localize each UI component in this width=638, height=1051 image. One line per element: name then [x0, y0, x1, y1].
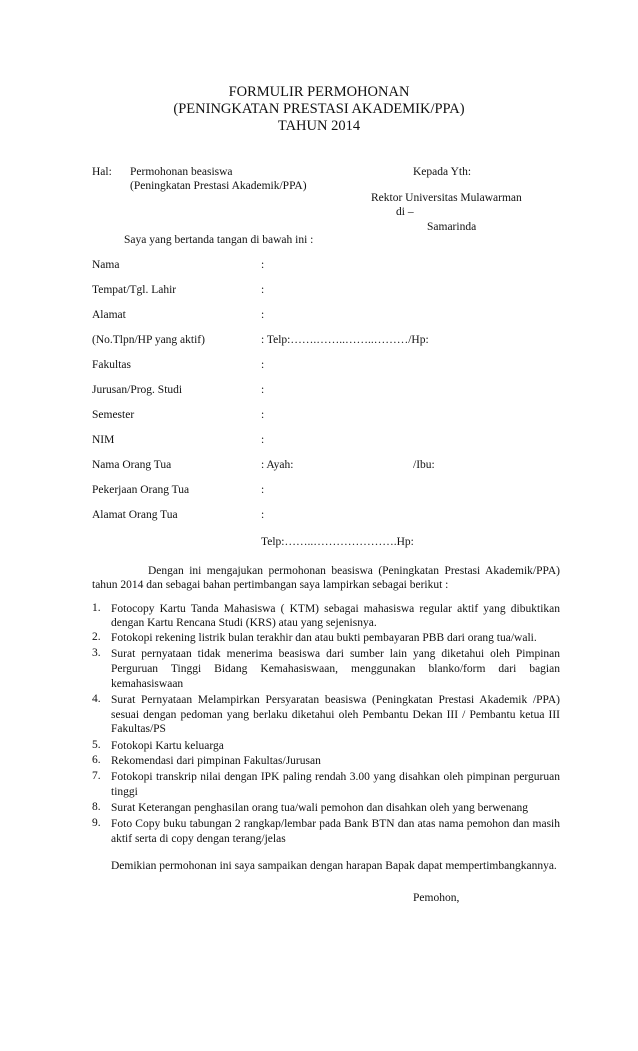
field-value-semester: :	[261, 409, 265, 421]
body-paragraph-line-2: tahun 2014 dan sebagai bahan pertimbangan saya lampirkan sebagai berikut :	[92, 579, 449, 591]
closing-statement: Demikian permohonan ini saya sampaikan dengan harapan Bapak dapat mempertimbangkannya.	[111, 860, 557, 872]
field-value-telp-ortu: Telp:……..………………….Hp:	[261, 536, 414, 548]
list-number: 5.	[92, 739, 101, 751]
body-paragraph-line-1: Dengan ini mengajukan permohonan beasiswa (Peningkatan Prestasi Akademik/PPA)	[148, 565, 560, 577]
field-label-nim: NIM	[92, 434, 115, 446]
list-item-1-line-2: dengan Kartu Rencana Studi (KRS) atau yang sejenisnya.	[111, 617, 377, 629]
list-item-5: Fotokopi Kartu keluarga	[111, 740, 224, 752]
hal-label: Hal:	[92, 166, 112, 178]
list-number: 7.	[92, 770, 101, 782]
title-line-1: FORMULIR PERMOHONAN	[228, 84, 410, 100]
field-label-nama: Nama	[92, 259, 120, 271]
field-value-alamat-ortu: :	[261, 509, 265, 521]
list-item-3-line-1: Surat pernyataan tidak menerima beasiswa dari sumber lain yang diketahui oleh Pimpinan	[111, 648, 560, 660]
field-label-jurusan: Jurusan/Prog. Studi	[92, 384, 183, 396]
list-item-3-line-3: kemahasiswaan	[111, 678, 184, 690]
list-item-6: Rekomendasi dari pimpinan Fakultas/Jurusan	[111, 755, 321, 767]
field-label-alamat-ortu: Alamat Orang Tua	[92, 509, 178, 521]
field-value-ttl: :	[261, 284, 265, 296]
title-line-3: TAHUN 2014	[277, 118, 361, 134]
field-label-pekerjaan: Pekerjaan Orang Tua	[92, 484, 190, 496]
list-number: 4.	[92, 693, 101, 705]
title-line-2: (PENINGKATAN PRESTASI AKADEMIK/PPA)	[173, 101, 465, 117]
list-item-4-line-1: Surat Pernyataan Melampirkan Persyaratan beasiswa (Peningkatan Prestasi Akademik /PPA)	[111, 694, 560, 706]
field-value-alamat: :	[261, 309, 265, 321]
hal-subject-detail: (Peningkatan Prestasi Akademik/PPA)	[130, 180, 307, 192]
list-item-1-line-1: Fotocopy Kartu Tanda Mahasiswa ( KTM) sebagai mahasiswa regular aktif yang dibuktikan	[111, 603, 560, 615]
list-item-7-line-2: tinggi	[111, 786, 138, 798]
field-value-pekerjaan: :	[261, 484, 265, 496]
list-item-9-line-1: Foto Copy buku tabungan 2 rangkap/lembar pada Bank BTN dan atas nama pemohon dan masih	[111, 818, 560, 830]
list-item-4-line-3: Fakultas/PS	[111, 723, 166, 735]
list-item-8: Surat Keterangan penghasilan orang tua/wali pemohon dan disahkan oleh yang berwenang	[111, 802, 529, 814]
signature-label: Pemohon,	[413, 892, 460, 904]
list-item-9-line-2: aktif serta di copy dengan terang/jelas	[111, 833, 286, 845]
list-item-7-line-1: Fotokopi transkrip nilai dengan IPK paling rendah 3.00 yang disahkan oleh pimpinan perguruan	[111, 771, 560, 783]
list-item-4-line-2: sesuai dengan pedoman yang berlaku diketahui oleh Pembantu Dekan III / Pembantu ketua III	[111, 709, 560, 721]
field-value-telp: : Telp:…….……..……..………/Hp:	[261, 334, 429, 346]
list-item-2: Fotokopi rekening listrik bulan terakhir dan atau bukti pembayaran PBB dari orang tua/wali.	[111, 632, 537, 644]
addressee-di: di –	[396, 206, 414, 218]
field-label-alamat: Alamat	[92, 309, 126, 321]
field-label-ttl: Tempat/Tgl. Lahir	[92, 284, 177, 296]
hal-subject: Permohonan beasiswa	[130, 166, 233, 178]
field-value-nim: :	[261, 434, 265, 446]
field-value-ayah: : Ayah:	[261, 459, 294, 471]
addressee-greeting: Kepada Yth:	[413, 166, 472, 178]
list-number: 9.	[92, 817, 101, 829]
field-value-ibu: /Ibu:	[413, 459, 435, 471]
list-number: 1.	[92, 602, 101, 614]
field-label-telp: (No.Tlpn/HP yang aktif)	[92, 334, 205, 346]
field-label-orang-tua: Nama Orang Tua	[92, 459, 172, 471]
field-value-nama: :	[261, 259, 265, 271]
list-number: 8.	[92, 801, 101, 813]
intro-statement: Saya yang bertanda tangan di bawah ini :	[124, 234, 314, 246]
list-number: 2.	[92, 631, 101, 643]
addressee-name: Rektor Universitas Mulawarman	[371, 192, 522, 204]
addressee-city: Samarinda	[427, 221, 477, 233]
field-label-semester: Semester	[92, 409, 135, 421]
field-value-fakultas: :	[261, 359, 265, 371]
field-value-jurusan: :	[261, 384, 265, 396]
list-number: 6.	[92, 754, 101, 766]
list-item-3-line-2: Perguruan Tinggi Bidang Kemahasiswaan, menggunakan blanko/form dari bagian	[111, 663, 560, 675]
list-number: 3.	[92, 647, 101, 659]
field-label-fakultas: Fakultas	[92, 359, 131, 371]
